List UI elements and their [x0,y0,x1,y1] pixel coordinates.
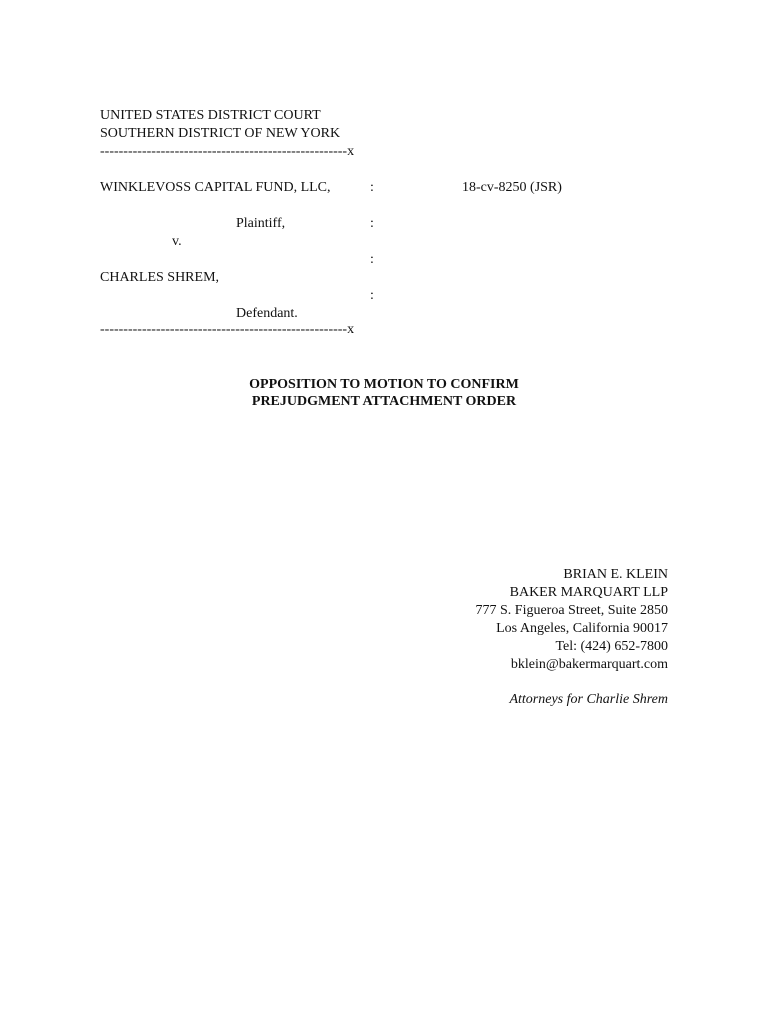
caption-colon: : [370,216,374,231]
counsel-email: bklein@bakermarquart.com [510,657,668,672]
counsel-name: BRIAN E. KLEIN [563,567,668,582]
counsel-firm: BAKER MARQUART LLP [509,585,668,600]
counsel-city: Los Angeles, California 90017 [496,621,668,636]
attorneys-for: Attorneys for Charlie Shrem [509,692,668,707]
counsel-street: 777 S. Figueroa Street, Suite 2850 [475,603,668,618]
caption-colon: : [370,180,374,195]
defendant-name: CHARLES SHREM, [100,270,220,285]
court-district: SOUTHERN DISTRICT OF NEW YORK [100,126,341,141]
document-title-line1: OPPOSITION TO MOTION TO CONFIRM [249,377,519,392]
court-name: UNITED STATES DISTRICT COURT [100,108,321,123]
caption-separator-top: -----------------------------------------------------x [100,144,355,159]
counsel-phone: Tel: (424) 652-7800 [555,639,668,654]
plaintiff-name: WINKLEVOSS CAPITAL FUND, LLC, [100,180,331,195]
caption-colon: : [370,252,374,267]
caption-separator-bottom: -----------------------------------------------------x [100,322,355,337]
defendant-role: Defendant. [236,306,298,321]
plaintiff-role: Plaintiff, [236,216,286,231]
versus: v. [172,234,182,249]
document-title-line2: PREJUDGMENT ATTACHMENT ORDER [251,394,517,409]
case-number: 18-cv-8250 (JSR) [462,180,562,195]
caption-colon: : [370,288,374,303]
